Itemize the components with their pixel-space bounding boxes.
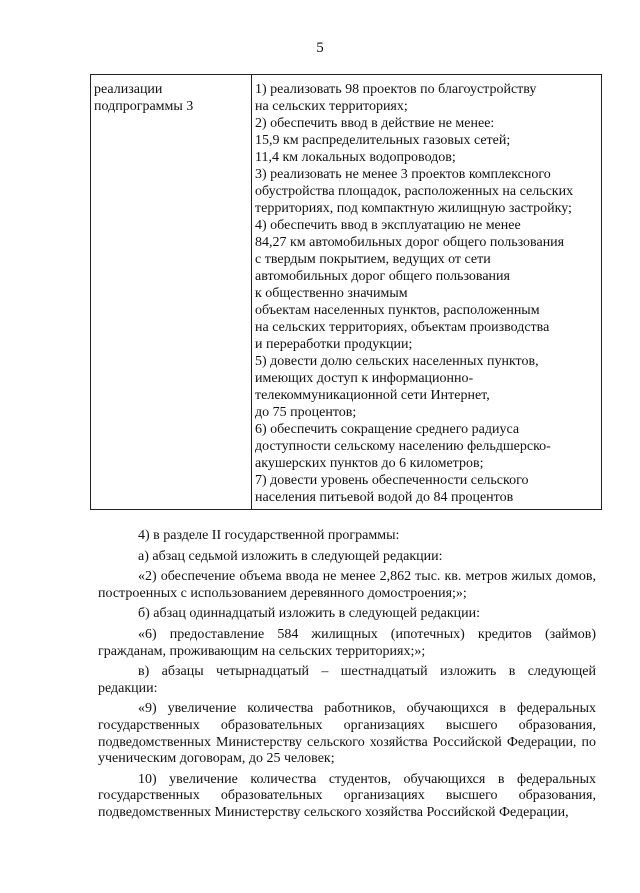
paragraph: 4) в разделе II государственной программы:	[138, 528, 400, 543]
content-line: 15,9 км распределительных газовых сетей;	[255, 133, 511, 148]
content-line: до 75 процентов;	[255, 405, 357, 420]
content-line: 2) обеспечить ввод в действие не менее:	[255, 116, 495, 131]
paragraph: а) абзац седьмой изложить в следующей редакции:	[138, 548, 443, 564]
content-line: объектам населенных пунктов, расположенным	[255, 303, 540, 318]
content-line: на сельских территориях;	[255, 99, 408, 114]
content-line: с твердым покрытием, ведущих от сети	[255, 252, 491, 267]
content-line: 5) довести долю сельских населенных пунктов,	[255, 354, 539, 369]
paragraph: в) абзацы четырнадцатый – шестнадцатый изложить в следующей редакции:	[98, 664, 596, 696]
content-line: имеющих доступ к информационно-	[255, 371, 474, 386]
paragraph: 10) увеличение количества студентов, обучающихся в федеральных государственных образовательных организациях высшего образования, подведомственных Министерству сельского хозяйства Российской Федерации,	[98, 771, 596, 820]
content-line: 11,4 км локальных водопроводов;	[255, 150, 456, 165]
content-line: 7) довести уровень обеспеченности сельского	[255, 473, 529, 488]
document-body	[98, 528, 596, 826]
content-line: акушерских пунктов до 6 километров;	[255, 456, 484, 471]
paragraph: «6) предоставление 584 жилищных (ипотечных) кредитов (займов) гражданам, проживающим на сельских территориях;»;	[98, 626, 596, 659]
content-line: населения питьевой водой до 84 процентов	[255, 490, 514, 505]
content-line: обустройства площадок, расположенных на сельских	[255, 184, 574, 199]
content-line: на сельских территориях, объектам производства	[255, 320, 550, 335]
paragraph: «9) увеличение количества работников, обучающихся в федеральных государственных образовательных организациях высшего образования, подведомственных Министерству сельского хозяйства Российской Федерации, по ученическим договорам, до 25 человек;	[98, 701, 596, 767]
content-line: автомобильных дорог общего пользования	[255, 269, 510, 284]
row-label-cell	[91, 75, 252, 510]
paragraph: «2) обеспечение объема ввода не менее 2,862 тыс. кв. метров жилых домов, построенных с использованием деревянного домостроения;»;	[98, 569, 596, 601]
content-line: 4) обеспечить ввод в эксплуатацию не менее	[255, 218, 521, 233]
row-content-cell	[252, 75, 602, 510]
content-line: доступности сельскому населению фельдшерско-	[255, 439, 551, 454]
content-line: 3) реализовать не менее 3 проектов комплексного	[255, 167, 551, 182]
content-line: 6) обеспечить сокращение среднего радиуса	[255, 422, 520, 437]
table-row	[91, 75, 602, 510]
content-line: территориях, под компактную жилищную застройку;	[255, 201, 572, 216]
content-line: 84,27 км автомобильных дорог общего пользования	[255, 235, 565, 250]
row-label: реализации подпрограммы 3	[94, 82, 194, 114]
content-line: и переработки продукции;	[255, 337, 413, 352]
page-number: 5	[316, 40, 324, 56]
content-line: 1) реализовать 98 проектов по благоустройству	[255, 82, 537, 97]
program-table	[90, 74, 602, 510]
content-line: телекоммуникационной сети Интернет,	[255, 388, 490, 403]
content-line: к общественно значимым	[255, 286, 408, 301]
paragraph: б) абзац одиннадцатый изложить в следующей редакции:	[138, 606, 481, 622]
